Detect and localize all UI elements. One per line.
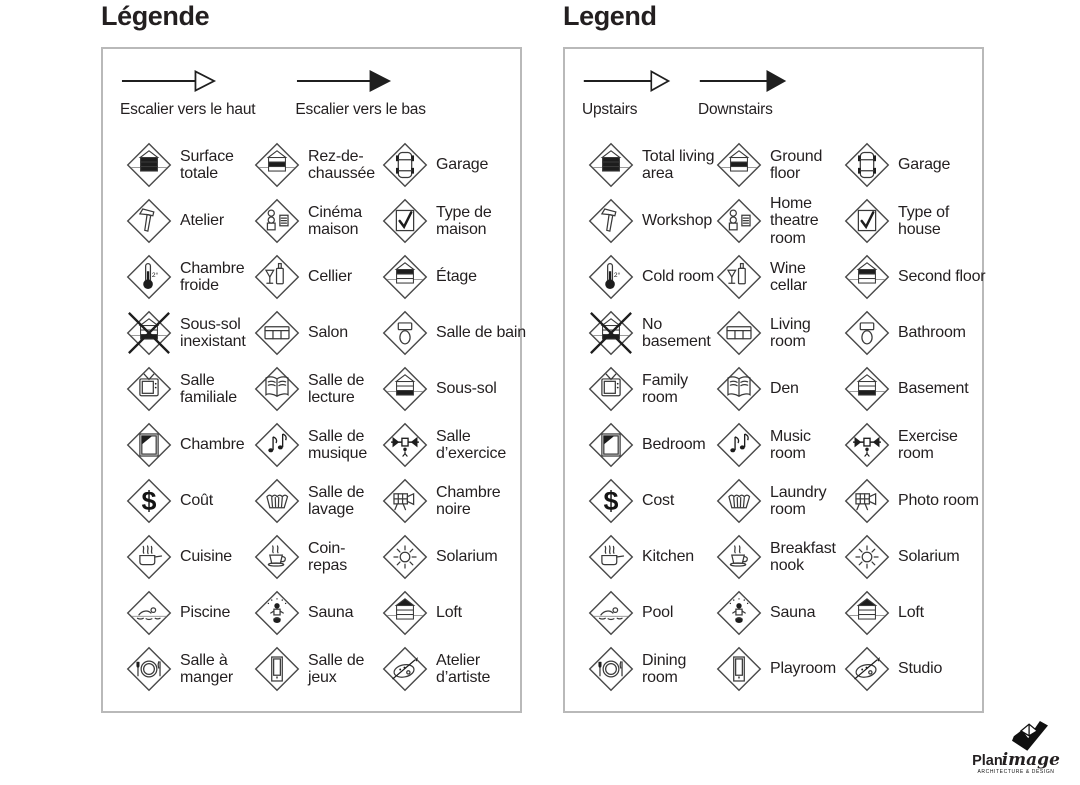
legend-item-label: Exercise room xyxy=(898,427,958,462)
panel-title-english: Legend xyxy=(563,1,657,31)
legend-item xyxy=(588,254,716,300)
legend-item xyxy=(254,310,382,356)
legend-item-label: Surface totale xyxy=(180,147,234,182)
logo-brand-italic: image xyxy=(1001,750,1060,771)
legend-item-label: Breakfast nook xyxy=(770,539,836,574)
legend-item-label: Salle familiale xyxy=(180,371,237,406)
music-notes-icon xyxy=(716,422,762,468)
legend-item-label: Salle de musique xyxy=(308,427,368,462)
legend-item xyxy=(844,198,989,244)
laundry-basket-icon xyxy=(716,478,762,524)
legend-item xyxy=(716,590,844,636)
legend-item xyxy=(254,366,382,412)
legend-item xyxy=(126,142,254,188)
legend-item-label: Cost xyxy=(642,492,675,510)
legend-item xyxy=(844,366,989,412)
weights-icon xyxy=(844,422,890,468)
legend-item-label: Salle d’exercice xyxy=(436,427,507,462)
sun-icon xyxy=(382,534,428,580)
legend-item xyxy=(382,366,527,412)
coffee-cup-icon xyxy=(254,534,300,580)
legend-item-label: Wine cellar xyxy=(770,259,808,294)
ground-floor-stack-icon xyxy=(716,142,762,188)
legend-item-label: Solarium xyxy=(898,548,960,566)
legend-item xyxy=(844,646,989,692)
legend-item xyxy=(588,366,716,412)
legend-item xyxy=(382,142,527,188)
filled-arrow-icon xyxy=(295,69,425,98)
legend-item-label: Loft xyxy=(898,604,924,622)
legend-item-label: Playroom xyxy=(770,660,836,678)
bed-icon xyxy=(126,422,172,468)
legend-grid-french xyxy=(103,119,526,697)
open-book-icon xyxy=(716,366,762,412)
projector-icon xyxy=(716,198,762,244)
legend-item xyxy=(588,310,716,356)
legend-item xyxy=(254,198,382,244)
projector-icon xyxy=(254,198,300,244)
tv-icon xyxy=(588,366,634,412)
stairs-down-arrow xyxy=(295,69,425,119)
sauna-person-icon xyxy=(254,590,300,636)
legend-item xyxy=(588,198,716,244)
legend-item-label: Living room xyxy=(770,315,811,350)
legend-item xyxy=(126,478,254,524)
legend-item-label: Étage xyxy=(436,268,477,286)
total-area-stack-icon xyxy=(126,142,172,188)
legend-item-label: Type of house xyxy=(898,203,950,238)
dining-plate-icon xyxy=(588,646,634,692)
logo-tagline: ARCHITECTURE & DESIGN xyxy=(977,769,1055,775)
basement-stack-icon xyxy=(382,366,428,412)
thermometer-icon xyxy=(588,254,634,300)
legend-item-label: Total living area xyxy=(642,147,715,182)
legend-item xyxy=(382,478,527,524)
legend-item xyxy=(126,646,254,692)
legend-item-label: Salle de lecture xyxy=(308,371,365,406)
legend-item-label: Second floor xyxy=(898,268,986,286)
legend-item-label: Bathroom xyxy=(898,324,966,342)
legend-item xyxy=(716,195,844,247)
legend-item-label: No basement xyxy=(642,315,711,350)
checked-box-icon xyxy=(844,198,890,244)
legend-item xyxy=(716,310,844,356)
toilet-icon xyxy=(382,310,428,356)
legend-item-label: Salle de lavage xyxy=(308,483,365,518)
dollar-icon xyxy=(126,478,172,524)
legend-item-label: Cold room xyxy=(642,268,715,286)
legend-item-label: Type de maison xyxy=(436,203,492,238)
legend-item-label: Sous-sol inexistant xyxy=(180,315,246,350)
thermometer-icon xyxy=(126,254,172,300)
legend-item-label: Cinéma maison xyxy=(308,203,362,238)
stairs-up-arrow xyxy=(582,69,672,119)
cooking-pot-icon xyxy=(588,534,634,580)
svg-text:2°: 2° xyxy=(613,272,621,279)
movie-camera-icon xyxy=(844,478,890,524)
legend-item xyxy=(382,198,527,244)
palette-icon xyxy=(382,646,428,692)
legend-item xyxy=(254,422,382,468)
legend-item xyxy=(716,646,844,692)
legend-item xyxy=(382,310,527,356)
laundry-basket-icon xyxy=(254,478,300,524)
legend-item-label: Chambre froide xyxy=(180,259,245,294)
legend-item-label: Salon xyxy=(308,324,348,342)
planimage-logo-icon xyxy=(1012,721,1048,753)
sun-icon xyxy=(844,534,890,580)
legend-item xyxy=(254,142,382,188)
legend-item-label: Loft xyxy=(436,604,462,622)
wine-icon xyxy=(716,254,762,300)
legend-item xyxy=(588,422,716,468)
tv-icon xyxy=(126,366,172,412)
legend-item-label: Piscine xyxy=(180,604,231,622)
legend-item-label: Cuisine xyxy=(180,548,232,566)
legend-item-label: Atelier d’artiste xyxy=(436,651,491,686)
legend-item xyxy=(588,478,716,524)
legend-item xyxy=(716,366,844,412)
arrow-label: Escalier vers le bas xyxy=(295,101,426,118)
legend-item xyxy=(382,422,527,468)
coffee-cup-icon xyxy=(716,534,762,580)
legend-item xyxy=(126,366,254,412)
legend-item xyxy=(844,254,989,300)
svg-text:2°: 2° xyxy=(151,272,159,279)
legend-item xyxy=(126,422,254,468)
legend-item-label: Ground floor xyxy=(770,147,823,182)
dollar-icon xyxy=(588,478,634,524)
legend-item xyxy=(716,534,844,580)
palette-icon xyxy=(844,646,890,692)
swimmer-icon xyxy=(588,590,634,636)
legend-item xyxy=(716,422,844,468)
door-icon xyxy=(254,646,300,692)
legend-item-label: Garage xyxy=(436,156,489,174)
legend-item-label: Dining room xyxy=(642,651,687,686)
sauna-person-icon xyxy=(716,590,762,636)
legend-item xyxy=(382,590,527,636)
legend-item-label: Sauna xyxy=(308,604,354,622)
legend-item xyxy=(716,142,844,188)
basement-stack-icon xyxy=(844,366,890,412)
car-icon xyxy=(844,142,890,188)
legend-item-label: Laundry room xyxy=(770,483,827,518)
legend-item-label: Salle de bain xyxy=(436,324,526,342)
legend-item xyxy=(126,534,254,580)
legend-item-label: Home theatre room xyxy=(770,195,819,247)
legend-item-label: Music room xyxy=(770,427,811,462)
stairs-down-arrow xyxy=(698,69,788,119)
legend-item xyxy=(382,254,527,300)
legend-item-label: Pool xyxy=(642,604,674,622)
svg-text:$: $ xyxy=(603,486,619,517)
swimmer-icon xyxy=(126,590,172,636)
legend-item-label: Coin-repas xyxy=(308,539,348,574)
arrow-label: Escalier vers le haut xyxy=(120,101,256,118)
legend-item-label: Basement xyxy=(898,380,969,398)
stair-arrows-english xyxy=(565,49,982,119)
legend-item xyxy=(844,590,989,636)
cooking-pot-icon xyxy=(126,534,172,580)
music-notes-icon xyxy=(254,422,300,468)
loft-stack-icon xyxy=(382,590,428,636)
logo-brand-bold: Plan xyxy=(972,753,1003,770)
legend-panel-french xyxy=(101,1,526,732)
total-area-stack-icon xyxy=(588,142,634,188)
panel-title-french: Légende xyxy=(101,1,210,31)
legend-item-label: Family room xyxy=(642,371,688,406)
movie-camera-icon xyxy=(382,478,428,524)
planimage-logo-text xyxy=(964,750,1068,771)
legend-item-label: Cellier xyxy=(308,268,352,286)
legend-item xyxy=(588,646,716,692)
legend-item xyxy=(254,590,382,636)
legend-item xyxy=(254,254,382,300)
legend-item-label: Salle de jeux xyxy=(308,651,365,686)
no-basement-icon xyxy=(588,310,634,356)
hammer-icon xyxy=(588,198,634,244)
legend-item xyxy=(716,254,844,300)
sofa-icon xyxy=(716,310,762,356)
stairs-up-arrow xyxy=(120,69,255,119)
legend-item xyxy=(716,478,844,524)
legend-item-label: Studio xyxy=(898,660,943,678)
filled-arrow-icon xyxy=(698,69,788,98)
no-basement-icon xyxy=(126,310,172,356)
planimage-logo xyxy=(964,721,1068,775)
legend-item xyxy=(588,534,716,580)
legend-item xyxy=(588,590,716,636)
second-floor-stack-icon xyxy=(382,254,428,300)
door-icon xyxy=(716,646,762,692)
open-book-icon xyxy=(254,366,300,412)
panel-box-english xyxy=(563,47,984,713)
checked-box-icon xyxy=(382,198,428,244)
outline-arrow-icon xyxy=(120,69,255,98)
legend-item xyxy=(126,254,254,300)
legend-item-label: Coût xyxy=(180,492,213,510)
loft-stack-icon xyxy=(844,590,890,636)
arrow-label: Upstairs xyxy=(582,101,638,118)
legend-item xyxy=(844,422,989,468)
panel-box-french xyxy=(101,47,526,713)
legend-item xyxy=(844,534,989,580)
legend-panel-english xyxy=(563,2,984,732)
ground-floor-stack-icon xyxy=(254,142,300,188)
legend-item-label: Salle à manger xyxy=(180,651,234,686)
legend-item-label: Chambre noire xyxy=(436,483,501,518)
legend-item xyxy=(126,590,254,636)
legend-item-label: Chambre xyxy=(180,436,245,454)
toilet-icon xyxy=(844,310,890,356)
legend-item-label: Sauna xyxy=(770,604,816,622)
legend-item xyxy=(254,534,382,580)
sofa-icon xyxy=(254,310,300,356)
hammer-icon xyxy=(126,198,172,244)
legend-item xyxy=(126,310,254,356)
legend-item xyxy=(126,198,254,244)
legend-item xyxy=(382,534,527,580)
dining-plate-icon xyxy=(126,646,172,692)
legend-item-label: Workshop xyxy=(642,212,713,230)
stair-arrows-french xyxy=(103,49,520,119)
car-icon xyxy=(382,142,428,188)
legend-item xyxy=(382,646,527,692)
legend-item-label: Kitchen xyxy=(642,548,694,566)
legend-item xyxy=(844,142,989,188)
second-floor-stack-icon xyxy=(844,254,890,300)
legend-item-label: Den xyxy=(770,380,799,398)
legend-item-label: Sous-sol xyxy=(436,380,497,398)
legend-item xyxy=(844,478,989,524)
legend-item xyxy=(254,646,382,692)
legend-item-label: Rez-de-chaussée xyxy=(308,147,375,182)
legend-item-label: Photo room xyxy=(898,492,979,510)
legend-item-label: Garage xyxy=(898,156,951,174)
legend-item-label: Atelier xyxy=(180,212,224,230)
legend-item-label: Solarium xyxy=(436,548,498,566)
legend-grid-english xyxy=(565,119,986,697)
bed-icon xyxy=(588,422,634,468)
svg-text:$: $ xyxy=(141,486,157,517)
wine-icon xyxy=(254,254,300,300)
outline-arrow-icon xyxy=(582,69,672,98)
legend-item-label: Bedroom xyxy=(642,436,706,454)
arrow-label: Downstairs xyxy=(698,101,773,118)
legend-item xyxy=(844,310,989,356)
weights-icon xyxy=(382,422,428,468)
legend-item xyxy=(588,142,716,188)
legend-item xyxy=(254,478,382,524)
